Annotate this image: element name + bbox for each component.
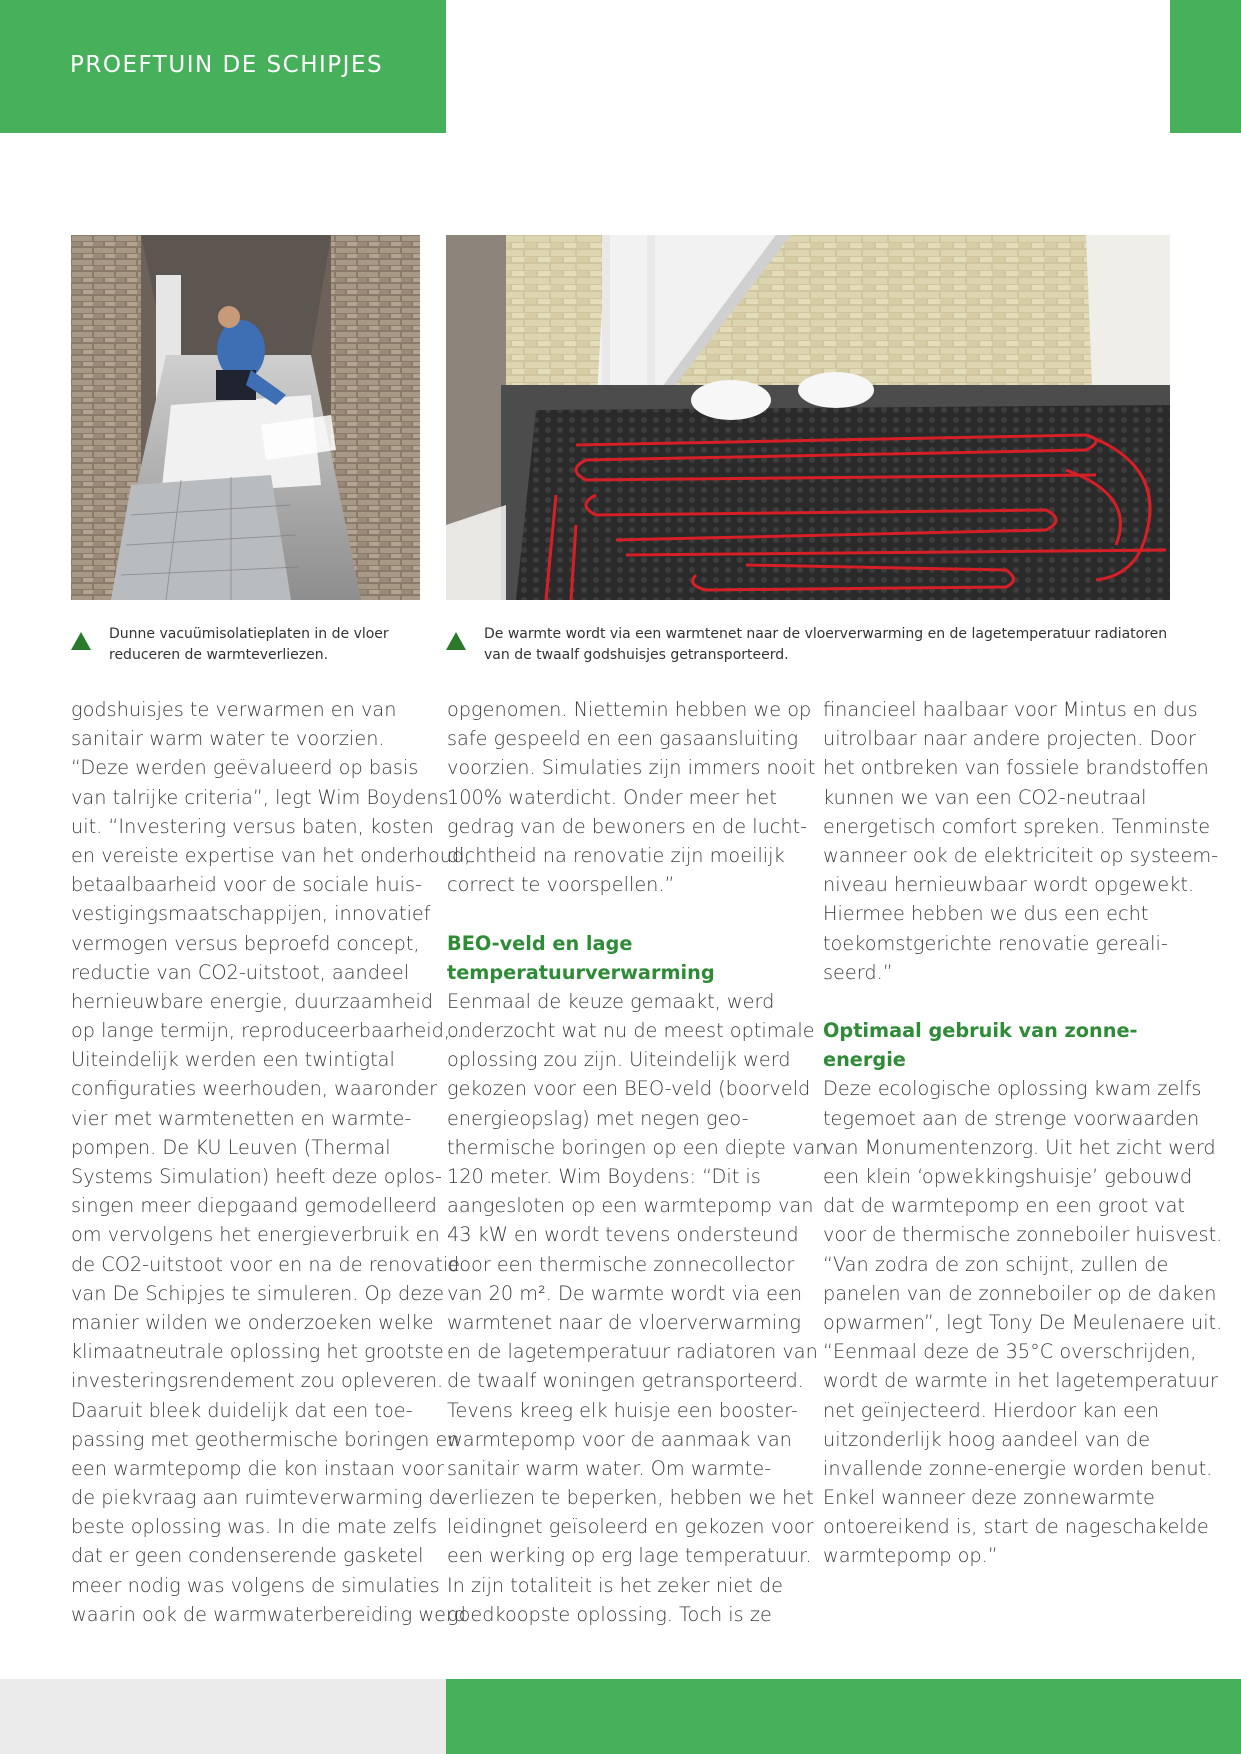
body-text-line: singen meer diepgaand gemodelleerd [71, 1194, 437, 1218]
body-text-line: op lange termijn, reproduceerbaarheid,… [71, 1019, 470, 1043]
text-column-1 [71, 695, 470, 1629]
body-text-line: kunnen we van een CO2-neutraal [823, 785, 1147, 809]
body-text-line: Hiermee hebben we dus een echt [823, 902, 1149, 926]
body-text-line: tegemoet aan de strenge voorwaarden [823, 1106, 1200, 1130]
section-heading-line: Optimaal gebruik van zonne- [823, 1019, 1138, 1043]
body-text-line: en vereiste expertise van het onderhoud, [71, 843, 471, 867]
body-text-line: thermische boringen op een diepte van [447, 1135, 828, 1159]
body-text-line: gedrag van de bewoners en de lucht- [447, 814, 808, 838]
footer-grey-band [0, 1679, 446, 1754]
body-text-line: oplossing zou zijn. Uiteindelijk werd [447, 1048, 791, 1072]
body-text-line: investeringsrendement zou opleveren. [71, 1369, 444, 1393]
body-text-line: goedkoopste oplossing. Toch is ze [447, 1602, 772, 1626]
body-text-line: toekomstgerichte renovatie gereali- [823, 931, 1168, 955]
body-text-line: configuraties weerhouden, waaronder [71, 1077, 438, 1101]
text-column-3 [823, 695, 1222, 1571]
body-text-line: klimaatneutrale oplossing het grootste [71, 1340, 444, 1364]
body-text-line: wanneer ook de elektriciteit op systeem- [823, 843, 1219, 867]
body-text-line: Systems Simulation) heeft deze oplos- [71, 1165, 442, 1188]
body-text-line: In zijn totaliteit is het zeker niet de [447, 1573, 784, 1597]
body-text-line: Uiteindelijk werden een twintigtal [71, 1048, 395, 1072]
body-text-line: van talrijke criteria”, legt Wim Boydens [71, 785, 449, 809]
body-text-line: hernieuwbare energie, duurzaamheid [71, 989, 434, 1013]
body-text-line: “Van zodra de zon schijnt, zullen de [823, 1252, 1169, 1276]
body-text-line: de CO2-uitstoot voor en na de renovatie [71, 1252, 461, 1276]
body-text-line: financieel haalbaar voor Mintus en dus [823, 698, 1198, 721]
paragraph-gap [823, 987, 1222, 1016]
body-text-line: energetisch comfort spreken. Tenminste [823, 814, 1211, 838]
section-heading-line: energie [823, 1048, 906, 1072]
caption-right [446, 624, 1170, 666]
page-title: PROEFTUIN DE SCHIPJES [70, 52, 384, 78]
body-text-line: reductie van CO2-uitstoot, aandeel [71, 960, 410, 984]
body-text-line: dichtheid na renovatie zijn moeilijk [447, 843, 785, 867]
photo-floor-heating [446, 235, 1170, 600]
body-text-line: invallende zonne-energie worden benut. [823, 1456, 1213, 1480]
body-text-line: de piekvraag aan ruimteverwarming de [71, 1486, 453, 1510]
body-text-line: Deze ecologische oplossing kwam zelfs [823, 1077, 1202, 1101]
body-text-line: de twaalf woningen getransporteerd. [447, 1369, 804, 1393]
caption-triangle-icon [446, 632, 466, 650]
body-text-line: onderzocht wat nu de meest optimale [447, 1019, 815, 1043]
paragraph-gap [447, 899, 828, 928]
body-text-line: Tevens kreeg elk huisje een booster- [447, 1398, 798, 1422]
body-text-line: voor de thermische zonneboiler huisvest. [823, 1223, 1223, 1247]
body-text-line: aangesloten op een warmtepomp van [447, 1194, 814, 1218]
body-text-line: beste oplossing was. In die mate zelfs [71, 1515, 438, 1539]
body-text-line: passing met geothermische boringen en [71, 1427, 460, 1451]
body-text-line: ontoereikend is, start de nageschakelde [823, 1515, 1209, 1539]
body-text-line: leidingnet geïsoleerd en gekozen voor [447, 1515, 814, 1539]
body-text-line: uitzonderlijk hoog aandeel van de [823, 1427, 1151, 1451]
body-text-line: Daaruit bleek duidelijk dat een toe- [71, 1398, 413, 1422]
body-text-line: panelen van de zonneboiler op de daken [823, 1281, 1217, 1305]
body-text-line: van 20 m². De warmte wordt via een [447, 1281, 803, 1305]
body-text-line: uitrolbaar naar andere projecten. Door [823, 727, 1196, 751]
body-text-line: een werking op erg lage temperatuur. [447, 1544, 812, 1568]
caption-left-text: Dunne vacuümisolatieplaten in de vloer reduceren de warmteverliezen. [109, 626, 389, 663]
body-text-line: sanitair warm water te voorzien. [71, 727, 385, 751]
body-text-line: 120 meter. Wim Boydens: “Dit is [447, 1165, 761, 1188]
body-text-line: 100% waterdicht. Onder meer het [447, 785, 777, 809]
caption-triangle-icon [71, 632, 91, 650]
body-text-line: seerd.” [823, 960, 893, 984]
body-text-line: niveau hernieuwbaar wordt opgewekt. [823, 873, 1195, 897]
section-heading-line: temperatuurverwarming [447, 960, 715, 984]
body-text-line: een warmtepomp die kon instaan voor [71, 1456, 444, 1480]
body-text-line: Enkel wanneer deze zonnewarmte [823, 1486, 1155, 1510]
body-text-line: vermogen versus beproefd concept, [71, 931, 420, 955]
body-text-line: opwarmen”, legt Tony De Meulenaere uit. [823, 1310, 1223, 1334]
body-text-line: opgenomen. Niettemin hebben we op [447, 698, 812, 721]
photo-insulation-panels [71, 235, 420, 600]
body-text-line: warmtenet naar de vloerverwarming [447, 1310, 801, 1334]
body-text-line: van De Schipjes te simuleren. Op deze [71, 1281, 445, 1305]
body-text-line: uit. “Investering versus baten, kosten [71, 814, 434, 838]
caption-right-text: De warmte wordt via een warmtenet naar de vloerverwarming en de lagetemperatuur radiatoren van de twaalf godshuisjes getransporteerd. [484, 626, 1168, 663]
body-text-line: vier met warmtenetten en warmte- [71, 1106, 412, 1130]
body-text-line: warmtepomp op.” [823, 1544, 998, 1568]
header-right-band [1170, 0, 1241, 133]
body-text-line: betaalbaarheid voor de sociale huis- [71, 873, 422, 897]
body-text-line: en de lagetemperatuur radiatoren van [447, 1340, 818, 1364]
body-text-line: sanitair warm water. Om warmte- [447, 1456, 772, 1480]
body-text-line: voorzien. Simulaties zijn immers nooit [447, 756, 816, 780]
body-text-line: wordt de warmte in het lagetemperatuur [823, 1369, 1218, 1393]
body-text-line: gekozen voor een BEO-veld (boorveld [447, 1077, 811, 1101]
body-text-line: van Monumentenzorg. Uit het zicht werd [823, 1135, 1216, 1159]
footer-green-band [446, 1679, 1241, 1754]
body-text-line: safe gespeeld en een gasaansluiting [447, 727, 799, 751]
body-text-line: door een thermische zonnecollector [447, 1252, 795, 1276]
body-text-line: een klein ‘opwekkingshuisje’ gebouwd [823, 1165, 1193, 1188]
body-text-line: “Deze werden geëvalueerd op basis [71, 756, 419, 780]
text-column-2 [447, 695, 828, 1629]
body-text-line: “Eenmaal deze de 35°C overschrijden, [823, 1340, 1197, 1364]
body-text-line: meer nodig was volgens de simulaties [71, 1573, 440, 1597]
body-text-line: om vervolgens het energieverbruik en [71, 1223, 440, 1247]
section-heading-line: BEO-veld en lage [447, 931, 633, 955]
caption-left [71, 624, 431, 666]
body-text-line: godshuisjes te verwarmen en van [71, 698, 397, 721]
body-text-line: vestigingsmaatschappijen, innovatief [71, 902, 431, 926]
body-text-line: pompen. De KU Leuven (Thermal [71, 1135, 391, 1159]
body-text-line: energieopslag) met negen geo- [447, 1106, 749, 1130]
body-text-line: verliezen te beperken, hebben we het [447, 1486, 814, 1510]
body-text-line: waarin ook de warmwaterbereiding werd [71, 1602, 466, 1626]
body-text-line: manier wilden we onderzoeken welke [71, 1310, 434, 1334]
body-text-line: 43 kW en wordt tevens ondersteund [447, 1223, 799, 1247]
body-text-line: correct te voorspellen.” [447, 873, 675, 897]
body-text-line: Eenmaal de keuze gemaakt, werd [447, 989, 775, 1013]
body-text-line: dat de warmtepomp en een groot vat [823, 1194, 1185, 1218]
body-text-line: warmtepomp voor de aanmaak van [447, 1427, 792, 1451]
body-text-line: het ontbreken van fossiele brandstoffen [823, 756, 1209, 780]
body-text-line: net geïnjecteerd. Hierdoor kan een [823, 1398, 1160, 1422]
body-text-line: dat er geen condenserende gasketel [71, 1544, 424, 1568]
